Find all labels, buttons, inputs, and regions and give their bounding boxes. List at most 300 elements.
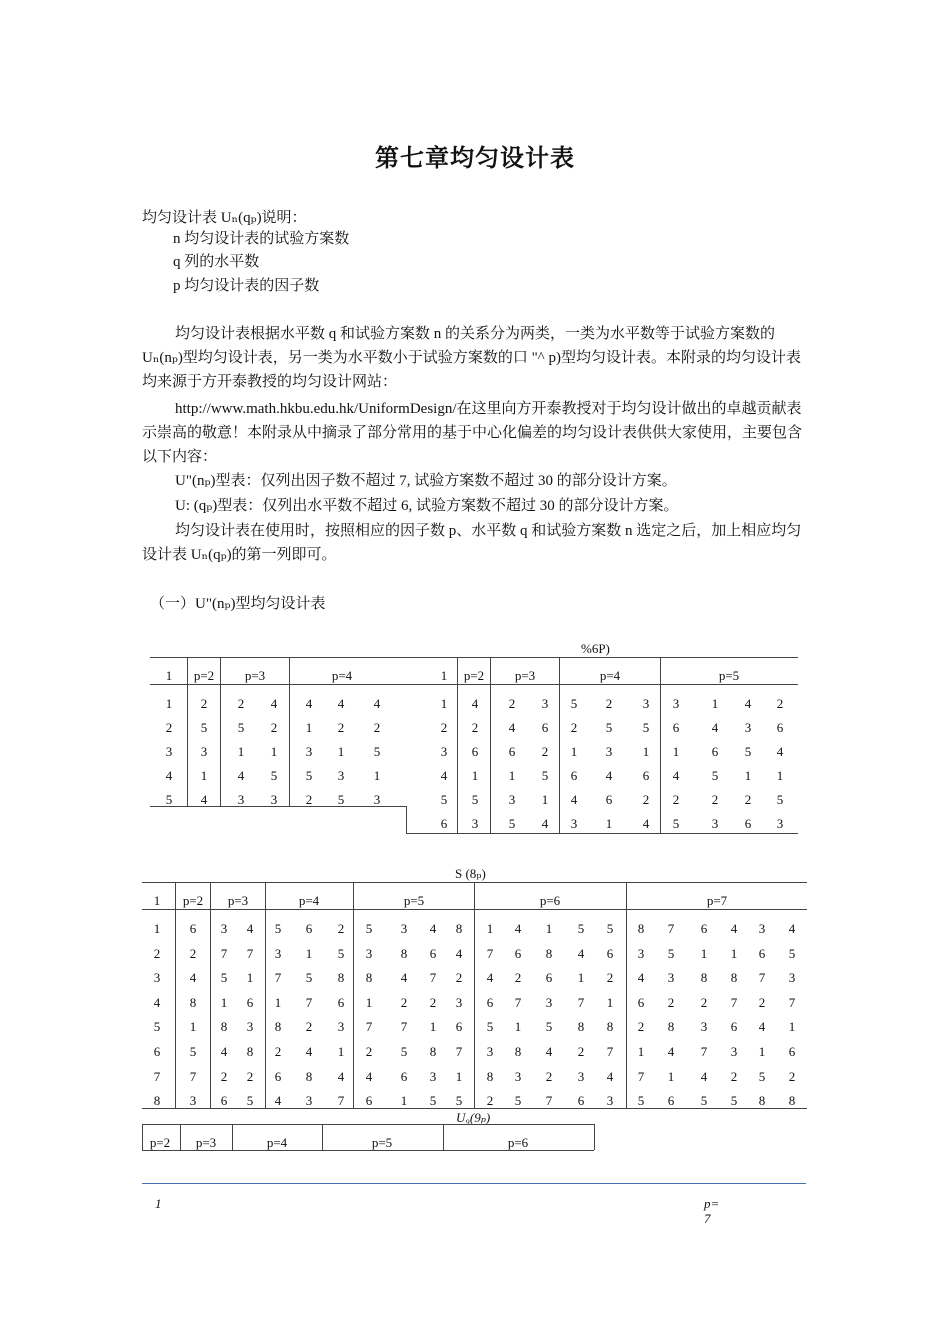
table8-cell: 1: [400, 1093, 408, 1109]
table8-cell: 5: [637, 1093, 645, 1109]
table8-cell: 1: [337, 1044, 345, 1059]
table8-cell: 3: [577, 1068, 585, 1084]
table6-cell: 5: [605, 720, 613, 735]
table8-cell: 6: [337, 994, 345, 1010]
table8-cell: 2: [545, 1068, 553, 1084]
table6-cell: 3: [672, 696, 680, 711]
table9-caption: U₉(9ₚ): [456, 1110, 491, 1125]
table8-cell: 6: [220, 1093, 228, 1109]
table8-cell: 5: [429, 1093, 437, 1109]
table6-cell: 5: [570, 696, 578, 711]
table8-cell: 7: [637, 1068, 645, 1084]
table5-cell: 5: [237, 720, 245, 735]
table8-cell: 7: [305, 994, 313, 1010]
table5-cell: 2: [237, 696, 245, 711]
table8-cell: 4: [274, 1093, 282, 1109]
table8-cell: 1: [637, 1044, 645, 1059]
table8-cell: 5: [400, 1044, 408, 1059]
table5-cell: 2: [305, 792, 313, 807]
table8-cell: 8: [700, 970, 708, 986]
footer-left: 1: [155, 1196, 162, 1211]
table8-cell: 2: [337, 921, 345, 936]
table8-cell: 5: [667, 945, 675, 961]
table6-cell: 2: [440, 720, 448, 735]
table5-cell: 1: [337, 744, 345, 759]
table8-cell: 2: [365, 1044, 373, 1059]
table8-cell: 8: [545, 945, 553, 961]
table8-cell: 6: [700, 921, 708, 936]
paragraph-source: http://www.math.hkbu.edu.hk/UniformDesign/在这里向方开泰教授对于均匀设计做出的卓越贡献表示崇高的敬意！本附录从中摘录了部分常用的基于中心化偏差的均匀设计表供供大家使用，主要包含以下内容：: [142, 401, 803, 465]
table6-cell: 6: [672, 720, 680, 735]
table6-cell: 3: [508, 792, 516, 807]
table8-cell: 7: [429, 970, 437, 986]
table5-cell: 5: [165, 792, 173, 807]
table8-cell: 8: [429, 1044, 437, 1059]
intro-heading: 均匀设计表 Uₙ(qₚ)说明：: [142, 210, 307, 226]
table8-cell: 6: [274, 1068, 282, 1084]
footer-right-top: p=: [704, 1196, 720, 1211]
table8-cell: 7: [486, 945, 494, 961]
table5-cell: 3: [270, 792, 278, 807]
table8-cell: 2: [637, 1019, 645, 1035]
table8-cell: 1: [365, 994, 373, 1010]
table6-cell: 6: [642, 768, 650, 783]
section-heading: （一）U"(nₚ)型均匀设计表: [150, 596, 326, 612]
table5-cell: 4: [270, 696, 278, 711]
table6-cell: 6: [744, 816, 752, 831]
table8-cell: 5: [220, 970, 228, 986]
table6-cell: 3: [471, 816, 479, 831]
table8-cell: 8: [153, 1093, 161, 1109]
table8-header: p=2: [182, 893, 204, 908]
table5-cell: 1: [270, 744, 278, 759]
table8-cell: 3: [337, 1019, 345, 1035]
table8-cell: 1: [189, 1019, 197, 1035]
table8-cell: 2: [667, 994, 675, 1010]
table8-cell: 1: [730, 945, 738, 961]
table8-cell: 1: [514, 1019, 522, 1035]
table5-header: 1: [165, 668, 173, 683]
table8-cell: 5: [455, 1093, 463, 1109]
table6-header: p=3: [514, 668, 536, 683]
table6-cell: 4: [744, 696, 752, 711]
table8-header: p=4: [298, 893, 320, 908]
table8-cell: 5: [514, 1093, 522, 1109]
table8-cell: 3: [730, 1044, 738, 1059]
table8-cell: 7: [514, 994, 522, 1010]
table8-cell: 4: [514, 921, 522, 936]
table5-header: p=3: [244, 668, 266, 683]
table6-cell: 5: [672, 816, 680, 831]
table8-cell: 8: [337, 970, 345, 986]
table8-cell: 8: [455, 921, 463, 936]
table8-cell: 3: [667, 970, 675, 986]
table8-cell: 8: [637, 921, 645, 936]
table5-cell: 1: [237, 744, 245, 759]
table8-cell: 6: [189, 921, 197, 936]
table8-cell: 8: [274, 1019, 282, 1035]
table8-cell: 4: [429, 921, 437, 936]
table8-cell: 1: [577, 970, 585, 986]
table8-cell: 1: [246, 970, 254, 986]
table8-cell: 1: [700, 945, 708, 961]
table6-cell: 1: [672, 744, 680, 759]
table6-cell: 3: [541, 696, 549, 711]
table8-cell: 1: [429, 1019, 437, 1035]
footer-right-bottom: 7: [704, 1211, 711, 1226]
table5-cell: 4: [165, 768, 173, 783]
table8-cell: 2: [400, 994, 408, 1010]
table6-cell: 5: [508, 816, 516, 831]
table6-cell: 3: [642, 696, 650, 711]
page-title: 第七章均匀设计表: [375, 144, 575, 172]
table6-cell: 2: [672, 792, 680, 807]
def-q: q 列的水平数: [173, 254, 260, 270]
table5-cell: 2: [270, 720, 278, 735]
table8-cell: 2: [577, 1044, 585, 1059]
paragraph-uq-type: U: (qₚ)型表：仅列出水平数不超过 6, 试验方案数不超过 30 的部分设计方案。: [175, 498, 679, 514]
table8-cell: 2: [606, 970, 614, 986]
table8-cell: 8: [246, 1044, 254, 1059]
table8-cell: 7: [730, 994, 738, 1010]
table6-cell: 5: [642, 720, 650, 735]
table6-cell: 3: [570, 816, 578, 831]
table8-cell: 8: [758, 1093, 766, 1109]
table8-cell: 8: [400, 945, 408, 961]
table8-cell: 4: [606, 1068, 614, 1084]
table8-cell: 4: [305, 1044, 313, 1059]
table5-cell: 2: [337, 720, 345, 735]
table8-cell: 3: [220, 921, 228, 936]
table8-cell: 6: [246, 994, 254, 1010]
table8-cell: 7: [365, 1019, 373, 1035]
table8-cell: 6: [305, 921, 313, 936]
table8-cell: 4: [545, 1044, 553, 1059]
table8-cell: 1: [455, 1068, 463, 1084]
table6-cell: 6: [541, 720, 549, 735]
table8-cell: 8: [365, 970, 373, 986]
table8-cell: 1: [606, 994, 614, 1010]
table5-cell: 3: [305, 744, 313, 759]
table8-cell: 5: [545, 1019, 553, 1035]
table8-cell: 8: [305, 1068, 313, 1084]
table8-cell: 1: [758, 1044, 766, 1059]
table8-cell: 4: [730, 921, 738, 936]
table6-header: p=4: [599, 668, 621, 683]
table8-cell: 5: [337, 945, 345, 961]
table8-cell: 6: [400, 1068, 408, 1084]
table8-cell: 5: [730, 1093, 738, 1109]
table8-cell: 7: [274, 970, 282, 986]
table6-cell: 4: [711, 720, 719, 735]
table8-cell: 6: [606, 945, 614, 961]
table6-cell: 2: [642, 792, 650, 807]
table8-cell: 2: [305, 1019, 313, 1035]
table5-header: p=2: [193, 668, 215, 683]
table6-cell: 1: [711, 696, 719, 711]
table8-cell: 8: [606, 1019, 614, 1035]
table8-cell: 3: [606, 1093, 614, 1109]
table8-cell: 3: [400, 921, 408, 936]
table5-cell: 5: [305, 768, 313, 783]
table5-cell: 5: [270, 768, 278, 783]
table8-cell: 7: [189, 1068, 197, 1084]
table6-cell: 2: [711, 792, 719, 807]
table5-cell: 4: [237, 768, 245, 783]
table8-cell: 2: [153, 945, 161, 961]
table6-header: p=2: [463, 668, 485, 683]
table8-header: p=3: [227, 893, 249, 908]
table8-cell: 4: [400, 970, 408, 986]
table6-cell: 3: [711, 816, 719, 831]
table8-cell: 7: [667, 921, 675, 936]
table8-cell: 3: [153, 970, 161, 986]
table8-cell: 4: [486, 970, 494, 986]
table8-cell: 2: [730, 1068, 738, 1084]
table6-cell: 5: [440, 792, 448, 807]
table5-header: p=4: [331, 668, 353, 683]
table6-cell: 1: [605, 816, 613, 831]
table8-cell: 4: [337, 1068, 345, 1084]
table8-cell: 7: [606, 1044, 614, 1059]
table6-cell: 1: [541, 792, 549, 807]
table8-cell: 6: [486, 994, 494, 1010]
table8-cell: 6: [730, 1019, 738, 1035]
table8-cell: 1: [788, 1019, 796, 1035]
table5-cell: 1: [165, 696, 173, 711]
table8-cell: 4: [758, 1019, 766, 1035]
table8-cell: 5: [606, 921, 614, 936]
table6-cell: 6: [440, 816, 448, 831]
table6-cell: 2: [471, 720, 479, 735]
table6-cell: 2: [744, 792, 752, 807]
table8-cell: 6: [455, 1019, 463, 1035]
table6-cell: 5: [541, 768, 549, 783]
table8-cell: 6: [514, 945, 522, 961]
table8-cell: 1: [486, 921, 494, 936]
table8-cell: 2: [246, 1068, 254, 1084]
table6-cell: 1: [642, 744, 650, 759]
table8-cell: 4: [189, 970, 197, 986]
table8-cell: 4: [365, 1068, 373, 1084]
table8-cell: 2: [189, 945, 197, 961]
table6-cell: 5: [471, 792, 479, 807]
table8-cell: 2: [514, 970, 522, 986]
table9-header: p=6: [507, 1135, 529, 1150]
table8-cell: 4: [577, 945, 585, 961]
table6-cell: 4: [605, 768, 613, 783]
table8-cell: 6: [758, 945, 766, 961]
table6-cell: 4: [642, 816, 650, 831]
table8-cell: 2: [700, 994, 708, 1010]
table6-cell: 3: [744, 720, 752, 735]
table8-cell: 4: [788, 921, 796, 936]
table8-cell: 6: [577, 1093, 585, 1109]
table6-cell: 4: [440, 768, 448, 783]
table8-cell: 1: [667, 1068, 675, 1084]
table8-cell: 8: [220, 1019, 228, 1035]
table8-cell: 5: [365, 921, 373, 936]
table6-cell: 6: [605, 792, 613, 807]
table5-cell: 4: [337, 696, 345, 711]
def-p: p 均匀设计表的因子数: [173, 278, 320, 294]
table9-header: p=2: [149, 1135, 171, 1150]
table8-header: 1: [153, 893, 161, 908]
table8-cell: 6: [667, 1093, 675, 1109]
table8-cell: 8: [486, 1068, 494, 1084]
table8-cell: 6: [788, 1044, 796, 1059]
table8-cell: 5: [246, 1093, 254, 1109]
table8-cell: 3: [788, 970, 796, 986]
table8-cell: 7: [758, 970, 766, 986]
table8-cell: 7: [700, 1044, 708, 1059]
table8-cell: 2: [486, 1093, 494, 1109]
table6-header: 1: [440, 668, 448, 683]
table8-cell: 6: [637, 994, 645, 1010]
table8-cell: 5: [577, 921, 585, 936]
paragraph-usage: 均匀设计表在使用时，按照相应的因子数 p、水平数 q 和试验方案数 n 选定之后，加上相应均匀设计表 Uₙ(qₚ)的第一列即可。: [142, 523, 802, 563]
paragraph-classes: 均匀设计表根据水平数 q 和试验方案数 n 的关系分为两类，一类为水平数等于试验方案数的 Uₙ(nₚ)型均匀设计表，另一类为水平数小于试验方案数的口 "^ p)型均匀设计表。本附录的均匀设计表均来源于方开泰教授的均匀设计网站：: [142, 326, 801, 390]
table6-cell: 5: [711, 768, 719, 783]
table8-cell: 4: [153, 994, 161, 1010]
table6-cell: 4: [471, 696, 479, 711]
table8-header: p=5: [403, 893, 425, 908]
table6-cell: 4: [508, 720, 516, 735]
table8-cell: 3: [455, 994, 463, 1010]
table8-header: p=6: [539, 893, 561, 908]
table8-cell: 8: [577, 1019, 585, 1035]
table8-cell: 4: [455, 945, 463, 961]
table6-cell: 2: [508, 696, 516, 711]
table6-cell: 1: [744, 768, 752, 783]
table8-cell: 1: [274, 994, 282, 1010]
table5-cell: 4: [200, 792, 208, 807]
table8-cell: 8: [730, 970, 738, 986]
table5-cell: 5: [337, 792, 345, 807]
table8-cell: 1: [220, 994, 228, 1010]
table5-cell: 1: [373, 768, 381, 783]
table6-cell: 1: [570, 744, 578, 759]
table5-cell: 3: [200, 744, 208, 759]
table8-cell: 8: [788, 1093, 796, 1109]
table8-cell: 3: [700, 1019, 708, 1035]
table6-cell: 1: [776, 768, 784, 783]
table8-cell: 8: [667, 1019, 675, 1035]
table8-cell: 7: [220, 945, 228, 961]
table8-cell: 3: [365, 945, 373, 961]
table8-cell: 5: [274, 921, 282, 936]
table6-caption: %6P): [581, 641, 610, 656]
table5-cell: 1: [200, 768, 208, 783]
paragraph-un-type: U"(nₚ)型表：仅列出因子数不超过 7, 试验方案数不超过 30 的部分设计方案。: [175, 473, 677, 489]
table6-cell: 1: [471, 768, 479, 783]
def-n: n 均匀设计表的试验方案数: [173, 231, 350, 247]
table6-cell: 2: [541, 744, 549, 759]
table8-cell: 2: [220, 1068, 228, 1084]
table8-cell: 7: [246, 945, 254, 961]
table8-cell: 2: [429, 994, 437, 1010]
table8-cell: 3: [514, 1068, 522, 1084]
table6-cell: 1: [508, 768, 516, 783]
table5-cell: 2: [165, 720, 173, 735]
table8-cell: 7: [337, 1093, 345, 1109]
table6-cell: 3: [440, 744, 448, 759]
table9-header: p=3: [195, 1135, 217, 1150]
table5-cell: 3: [337, 768, 345, 783]
table8-cell: 2: [455, 970, 463, 986]
table8-cell: 6: [153, 1044, 161, 1059]
table8-cell: 3: [758, 921, 766, 936]
table8-cell: 8: [514, 1044, 522, 1059]
table6-cell: 4: [672, 768, 680, 783]
footer-rule: [142, 1183, 806, 1184]
table6-cell: 2: [570, 720, 578, 735]
table8-cell: 3: [246, 1019, 254, 1035]
table8-cell: 4: [220, 1044, 228, 1059]
table5-cell: 2: [373, 720, 381, 735]
table8-cell: 7: [455, 1044, 463, 1059]
table8-cell: 4: [667, 1044, 675, 1059]
table6-cell: 2: [776, 696, 784, 711]
table8-cell: 6: [365, 1093, 373, 1109]
table6-cell: 6: [570, 768, 578, 783]
table8-cell: 1: [545, 921, 553, 936]
table5-cell: 3: [165, 744, 173, 759]
table8-cell: 3: [637, 945, 645, 961]
table5-cell: 3: [373, 792, 381, 807]
table8-cell: 2: [788, 1068, 796, 1084]
table8-cell: 5: [305, 970, 313, 986]
table8-cell: 7: [400, 1019, 408, 1035]
table6-cell: 3: [605, 744, 613, 759]
table8-header: p=7: [706, 893, 728, 908]
table6-header: p=5: [718, 668, 740, 683]
table6-cell: 5: [744, 744, 752, 759]
table5-cell: 2: [200, 696, 208, 711]
table8-cell: 3: [545, 994, 553, 1010]
table8-cell: 1: [153, 921, 161, 936]
table5-cell: 5: [200, 720, 208, 735]
table6-cell: 4: [541, 816, 549, 831]
table6-cell: 1: [440, 696, 448, 711]
table6-cell: 6: [776, 720, 784, 735]
table6-cell: 6: [508, 744, 516, 759]
table5-cell: 4: [373, 696, 381, 711]
table8-cell: 1: [305, 945, 313, 961]
table8-cell: 7: [153, 1068, 161, 1084]
table6-cell: 4: [570, 792, 578, 807]
table8-cell: 3: [305, 1093, 313, 1109]
table8-cell: 5: [758, 1068, 766, 1084]
table9-header: p=5: [371, 1135, 393, 1150]
table8-cell: 3: [189, 1093, 197, 1109]
table8-cell: 5: [788, 945, 796, 961]
table5-cell: 1: [305, 720, 313, 735]
table8-cell: 6: [545, 970, 553, 986]
table8-cell: 4: [246, 921, 254, 936]
table8-cell: 3: [429, 1068, 437, 1084]
table5-cell: 5: [373, 744, 381, 759]
table8-cell: 5: [153, 1019, 161, 1035]
table8-cell: 7: [788, 994, 796, 1010]
table8-cell: 6: [429, 945, 437, 961]
table8-cell: 5: [700, 1093, 708, 1109]
table8-cell: 2: [274, 1044, 282, 1059]
table8-cell: 4: [637, 970, 645, 986]
table5-cell: 3: [237, 792, 245, 807]
table6-cell: 6: [471, 744, 479, 759]
table8-cell: 4: [700, 1068, 708, 1084]
